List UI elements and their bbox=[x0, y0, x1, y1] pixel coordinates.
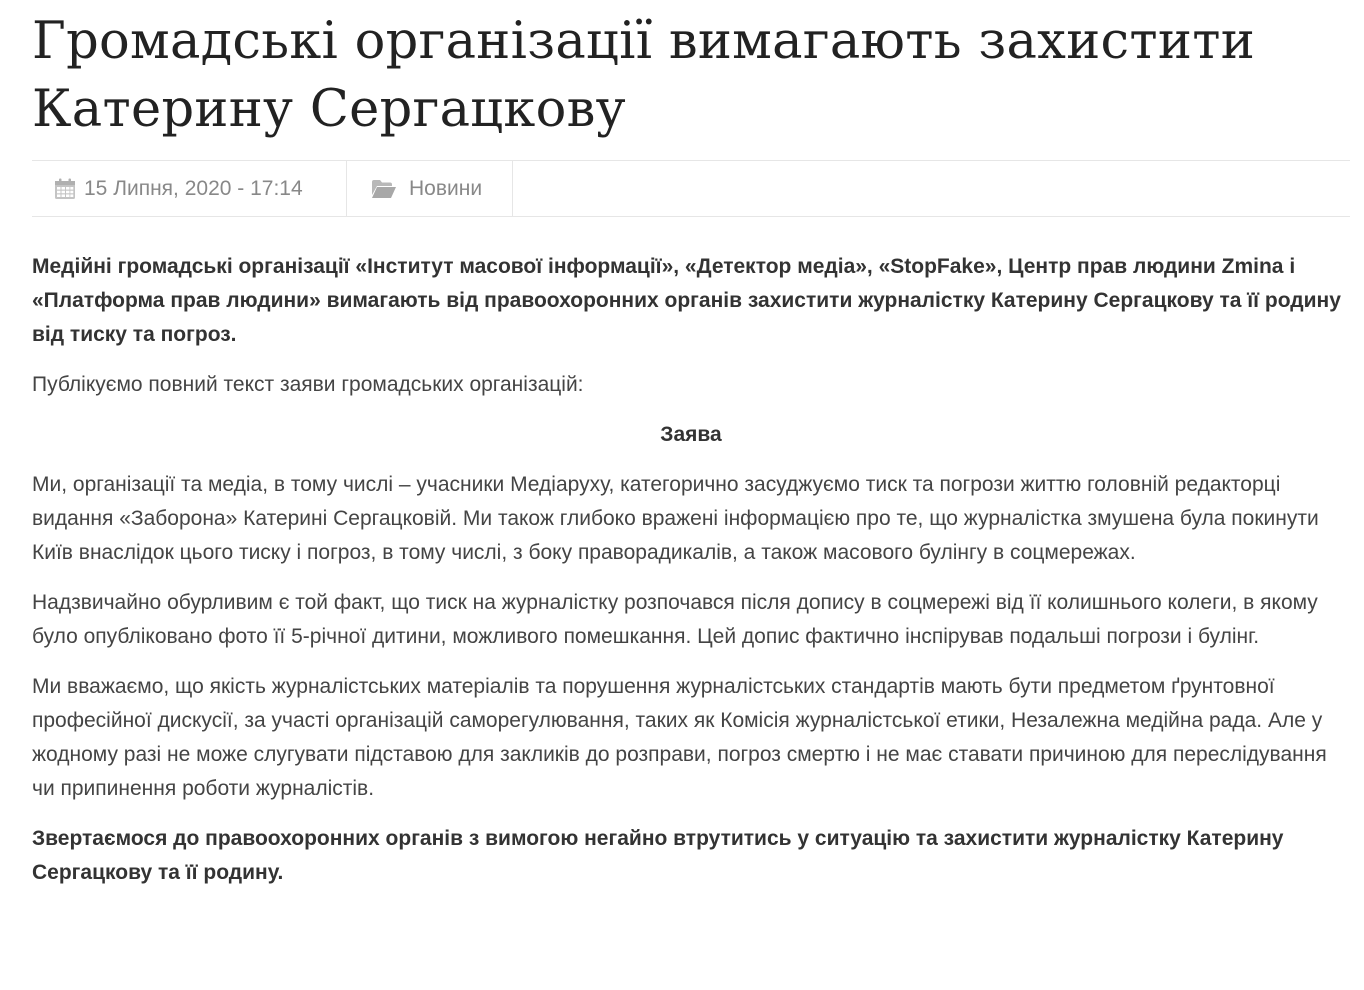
article-body bbox=[32, 250, 1350, 906]
publish-date bbox=[32, 161, 347, 216]
statement-paragraph-2: Надзвичайно обурливим є той факт, що тиск на журналістку розпочався після допису в соцмережі від її колишнього колеги, в якому було опубліковано фото її 5-річної дитини, можливого помешкання. Цей допис фактично інспірував подальші погрози і булінг. bbox=[32, 591, 1318, 648]
article-meta bbox=[32, 160, 1350, 217]
category-link[interactable]: Новини bbox=[409, 176, 483, 200]
article-title: Громадські організації вимагають захистити Катерину Сергацкову bbox=[32, 12, 1256, 139]
publish-date-text: 15 Липня, 2020 - 17:14 bbox=[84, 176, 303, 200]
statement-paragraph-1: Ми, організації та медіа, в тому числі – учасники Медіаруху, категорично засуджуємо тиск та погрози життю головній редакторці видання «Заборона» Катерині Сергацковій. Ми також глибоко вражені інформацією про те, що журналістка змушена була покинути Київ внаслідок цього тиску і погроз, в тому числі, з боку праворадикалів, а також масового булінгу в соцмережах. bbox=[32, 473, 1319, 564]
statement-heading: Заява bbox=[660, 423, 722, 446]
calendar-icon bbox=[54, 178, 76, 200]
intro-paragraph: Публікуємо повний текст заяви громадських організацій: bbox=[32, 373, 584, 396]
lead-paragraph: Медійні громадські організації «Інститут масової інформації», «Детектор медіа», «StopFake», Центр прав людини Zmina і «Платформа прав людини» вимагають від правоохоронних органів захистити журналістку Катерину Сергацкову та її родину від тиску та погроз. bbox=[32, 255, 1341, 346]
category[interactable] bbox=[347, 161, 513, 216]
appeal-paragraph: Звертаємося до правоохоронних органів з вимогою негайно втрутитись у ситуацію та захистити журналістку Катерину Сергацкову та її родину. bbox=[32, 827, 1284, 884]
statement-paragraph-3: Ми вважаємо, що якість журналістських матеріалів та порушення журналістських стандартів мають бути предметом ґрунтовної професійної дискусії, за участі організацій саморегулювання, таких як Комісія журналістської етики, Незалежна медійна рада. Але у жодному разі не може слугувати підставою для закликів до розправи, погроз смертю і не має ставати причиною для переслідування чи припинення роботи журналістів. bbox=[32, 675, 1327, 800]
folder-open-icon bbox=[371, 179, 397, 199]
article bbox=[32, 0, 1350, 884]
